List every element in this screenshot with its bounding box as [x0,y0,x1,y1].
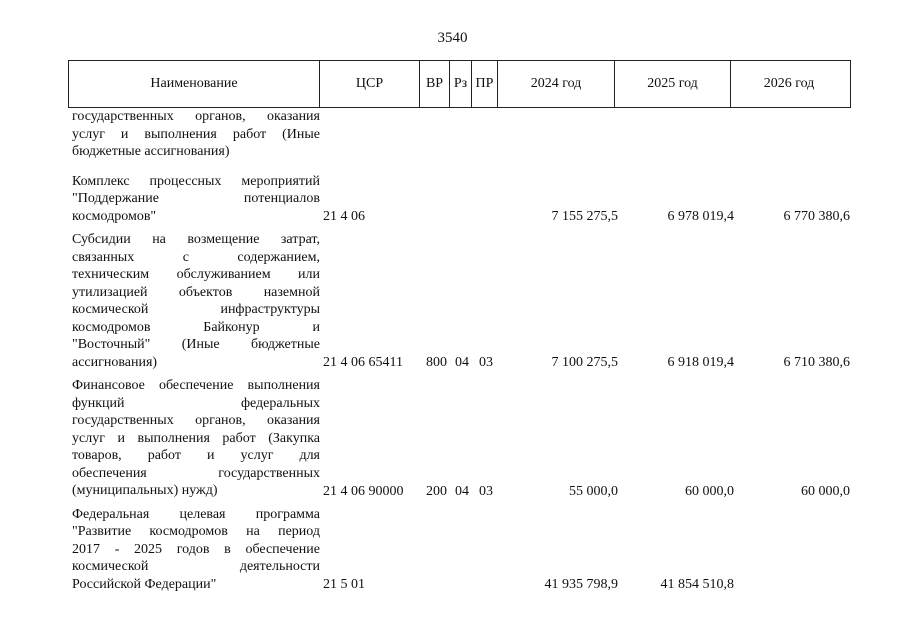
row-2025: 6 978 019,4 [667,209,734,224]
row-values [68,353,851,371]
row-name-line: космической инфраструктуры [72,302,320,317]
row-values [68,143,851,161]
row-name-line: утилизацией объектов наземной [72,284,320,300]
header-2026: 2026 год [763,76,815,91]
row-name-line: космической деятельности [72,559,320,574]
row-name-line: услуг и выполнения работ (Иные [72,126,320,142]
row-name-line: космодромов Байконур и [72,319,320,335]
row-rz: 04 [455,355,469,370]
row-2025: 6 918 019,4 [667,355,734,370]
row-name-line: государственных органов, оказания [72,413,320,428]
row-values [68,207,851,225]
row-name-line: космодромов" [72,208,157,224]
table-header [68,60,851,108]
row-name-line: Финансовое обеспечение выполнения [72,378,320,393]
row-rz: 04 [455,483,469,499]
row-name-line: "Поддержание потенциалов [72,191,320,206]
row-vr: 800 [426,355,447,370]
row-name-line: услуг и выполнения работ (Закупка [72,430,320,446]
row-name-line: Субсидии на возмещение затрат, [72,232,320,247]
row-csr: 21 4 06 65411 [323,355,403,370]
row-name [68,231,320,371]
table-row [68,108,851,161]
row-name-line: "Развитие космодромов на период [72,524,320,539]
row-values [68,575,851,593]
row-2025: 41 854 510,8 [660,577,734,592]
row-name-line: функций федеральных [72,395,320,411]
header-2025: 2025 год [615,61,731,107]
row-2024: 55 000,0 [569,483,618,499]
row-name-line: товаров, работ и услуг для [72,448,320,463]
header-vr: ВР [420,61,450,107]
row-name-line: связанных с содержанием, [72,249,320,265]
row-name-line: обеспечения государственных [72,465,320,481]
table-row [68,231,851,371]
row-vr: 200 [426,483,447,499]
row-2025: 60 000,0 [685,483,734,499]
header-name: Наименование [69,61,320,107]
table-row [68,506,851,594]
row-2024: 7 155 275,5 [551,209,618,224]
page-number: 3540 [437,30,468,46]
header-rz: Рз [450,61,472,107]
row-name-line: (муниципальных) нужд) [72,483,218,498]
row-pr: 03 [479,355,493,370]
row-name-line: Российской Федерации" [72,576,217,592]
row-name-line: "Восточный" (Иные бюджетные [72,337,320,352]
table-body [68,108,851,593]
row-name-line: бюджетные ассигнования) [72,144,230,159]
row-name-line: Федеральная целевая программа [72,506,320,522]
row-2024: 7 100 275,5 [551,355,618,370]
row-name-line: техническим обслуживанием или [72,267,320,282]
row-csr: 21 4 06 [323,209,365,224]
table-row [68,173,851,226]
row-name-line: 2017 - 2025 годов в обеспечение [72,541,320,557]
table-row [68,377,851,500]
row-2026: 6 770 380,6 [783,209,850,224]
row-name-line: Комплекс процессных мероприятий [72,173,320,189]
row-name-line: государственных органов, оказания [72,109,320,124]
row-values [68,482,851,500]
row-csr: 21 5 01 [323,577,365,592]
header-2024: 2024 год [498,61,615,107]
row-2026: 6 710 380,6 [783,355,850,370]
row-2024: 41 935 798,9 [544,577,618,592]
row-csr: 21 4 06 90000 [323,483,404,499]
header-csr: ЦСР [320,61,420,107]
row-pr: 03 [479,483,493,499]
header-pr: ПР [472,61,498,107]
row-name-line: ассигнования) [72,354,158,370]
row-2026: 60 000,0 [801,483,850,499]
